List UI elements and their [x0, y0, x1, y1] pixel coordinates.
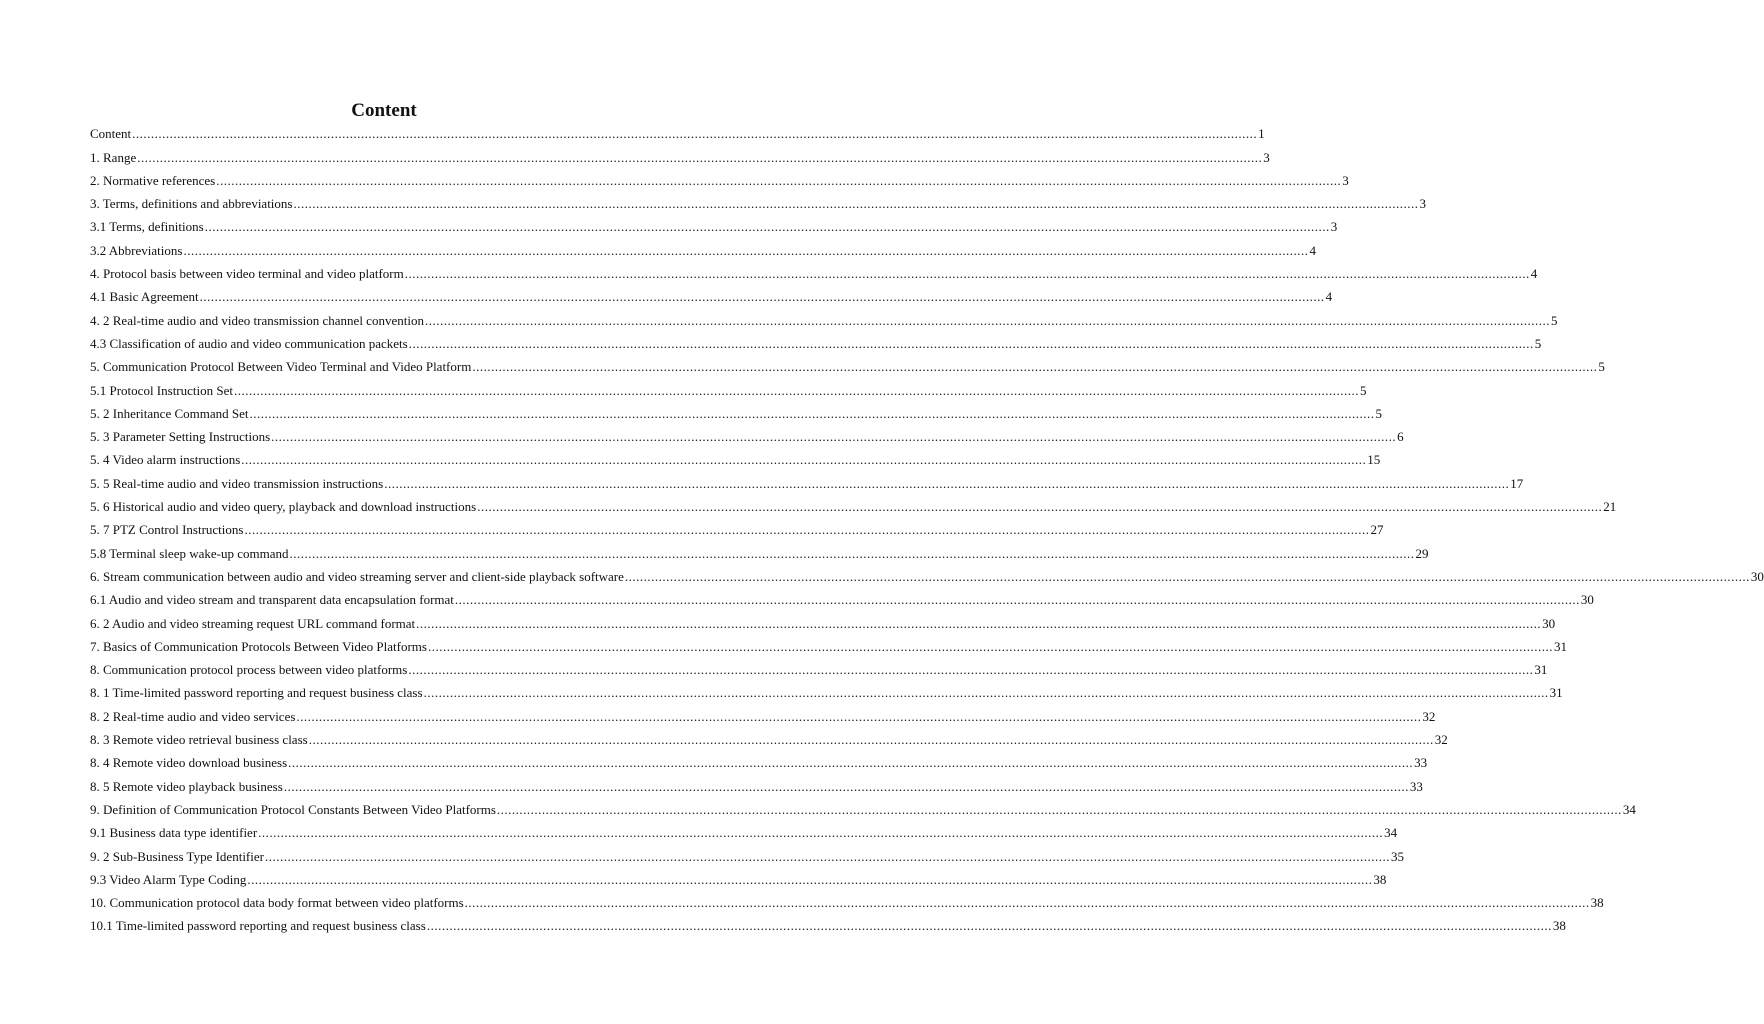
- toc-page-number: 32: [1434, 732, 1448, 748]
- toc-entry-title: 8. 1 Time-limited password reporting and request business class: [90, 685, 423, 701]
- toc-entry[interactable]: [90, 238, 1316, 261]
- toc-page-number: 1: [1258, 126, 1265, 142]
- toc-page-number: 31: [1549, 685, 1563, 701]
- toc-dot-leader: ............................................................................................................................................................................................................................................................................................................: [404, 266, 1530, 282]
- toc-entry-title: 6.1 Audio and video stream and transparent data encapsulation format: [90, 592, 454, 608]
- toc-entry[interactable]: [90, 332, 1542, 355]
- toc-dot-leader: ............................................................................................................................................................................................................................................................................................................: [264, 848, 1390, 864]
- toc-entry[interactable]: [90, 402, 1382, 425]
- toc-entry-title: 5. 7 PTZ Control Instructions: [90, 522, 244, 538]
- toc-page-number: 4: [1325, 289, 1333, 305]
- toc-entry[interactable]: [90, 588, 1594, 611]
- toc-page-number: 31: [1534, 662, 1548, 678]
- toc-entry[interactable]: [90, 844, 1404, 867]
- toc-dot-leader: ............................................................................................................................................................................................................................................................................................................: [624, 568, 1750, 584]
- toc-entry-title: 3. Terms, definitions and abbreviations: [90, 196, 293, 212]
- toc-dot-leader: ............................................................................................................................................................................................................................................................................................................: [183, 242, 1309, 258]
- toc-entry-title: 5. 2 Inheritance Command Set: [90, 405, 249, 421]
- toc-page-number: 33: [1414, 755, 1428, 771]
- toc-dot-leader: ............................................................................................................................................................................................................................................................................................................: [204, 219, 1330, 235]
- toc-dot-leader: ............................................................................................................................................................................................................................................................................................................: [241, 452, 1367, 468]
- toc-page-number: 5: [1550, 312, 1558, 328]
- toc-dot-leader: ............................................................................................................................................................................................................................................................................................................: [408, 335, 1534, 351]
- toc-entry-title: 8. 4 Remote video download business: [90, 755, 288, 771]
- toc-entry-title: 8. 3 Remote video retrieval business class: [90, 732, 308, 748]
- toc-dot-leader: ............................................................................................................................................................................................................................................................................................................: [247, 871, 1373, 887]
- toc-entry[interactable]: [90, 798, 1636, 821]
- toc-entry[interactable]: [90, 308, 1558, 331]
- toc-entry-title: 5.1 Protocol Instruction Set: [90, 382, 233, 398]
- toc-page-number: 29: [1415, 545, 1429, 561]
- toc-entry-title: 8. Communication protocol process between video platforms: [90, 662, 408, 678]
- toc-page-number: 4: [1530, 266, 1538, 282]
- toc-page-number: 30: [1580, 592, 1594, 608]
- toc-page-number: 3: [1263, 149, 1270, 165]
- toc-page-number: 33: [1409, 778, 1423, 794]
- toc-page-number: 3: [1419, 196, 1426, 212]
- toc-dot-leader: ............................................................................................................................................................................................................................................................................................................: [289, 545, 1415, 561]
- toc-entry-title: 4. Protocol basis between video terminal and video platform: [90, 266, 404, 282]
- toc-dot-leader: ............................................................................................................................................................................................................................................................................................................: [199, 289, 1325, 305]
- toc-entry[interactable]: [90, 215, 1338, 238]
- toc-dot-leader: ............................................................................................................................................................................................................................................................................................................: [464, 895, 1590, 911]
- toc-entry[interactable]: [90, 378, 1367, 401]
- toc-entry-title: 9. 2 Sub-Business Type Identifier: [90, 848, 264, 864]
- toc-entry-title: 9.3 Video Alarm Type Coding: [90, 871, 247, 887]
- toc-dot-leader: ............................................................................................................................................................................................................................................................................................................: [283, 778, 1409, 794]
- toc-entry-title: 8. 5 Remote video playback business: [90, 778, 283, 794]
- toc-dot-leader: ............................................................................................................................................................................................................................................................................................................: [423, 685, 1549, 701]
- toc-entry[interactable]: [90, 448, 1381, 471]
- toc-entry-title: 4.1 Basic Agreement: [90, 289, 199, 305]
- toc-page-number: 38: [1373, 871, 1387, 887]
- toc-entry[interactable]: [90, 635, 1567, 658]
- toc-entry[interactable]: [90, 169, 1349, 192]
- toc-dot-leader: ............................................................................................................................................................................................................................................................................................................: [293, 196, 1419, 212]
- toc-entry[interactable]: [90, 285, 1333, 308]
- toc-list: [90, 122, 1764, 937]
- toc-page-number: 17: [1510, 475, 1524, 491]
- toc-page-number: 38: [1552, 918, 1566, 934]
- toc-page-number: 5: [1534, 335, 1542, 351]
- toc-dot-leader: ............................................................................................................................................................................................................................................................................................................: [132, 126, 1258, 142]
- toc-page-number: 34: [1384, 825, 1398, 841]
- toc-entry[interactable]: [90, 868, 1387, 891]
- toc-entry[interactable]: [90, 122, 1265, 145]
- toc-entry[interactable]: [90, 565, 1764, 588]
- toc-entry[interactable]: [90, 704, 1436, 727]
- toc-page-number: 3: [1342, 172, 1349, 188]
- toc-dot-leader: ............................................................................................................................................................................................................................................................................................................: [424, 312, 1550, 328]
- toc-dot-leader: ............................................................................................................................................................................................................................................................................................................: [249, 405, 1375, 421]
- toc-dot-leader: ............................................................................................................................................................................................................................................................................................................: [427, 638, 1553, 654]
- toc-page-number: 5: [1598, 359, 1605, 375]
- toc-entry-title: 5. 6 Historical audio and video query, playback and download instructions: [90, 499, 477, 515]
- toc-entry-title: 2. Normative references: [90, 172, 216, 188]
- toc-dot-leader: ............................................................................................................................................................................................................................................................................................................: [234, 382, 1359, 398]
- toc-entry-title: 9.1 Business data type identifier: [90, 825, 258, 841]
- toc-entry-title: 3.2 Abbreviations: [90, 242, 183, 258]
- toc-entry[interactable]: [90, 774, 1423, 797]
- toc-page-number: 6: [1397, 429, 1404, 445]
- toc-entry[interactable]: [90, 145, 1270, 168]
- toc-entry-title: 10. Communication protocol data body format between video platforms: [90, 895, 464, 911]
- toc-entry-title: 8. 2 Real-time audio and video services: [90, 708, 296, 724]
- toc-page-number: 35: [1390, 848, 1404, 864]
- toc-entry[interactable]: [90, 518, 1384, 541]
- toc-dot-leader: ............................................................................................................................................................................................................................................................................................................: [308, 732, 1434, 748]
- toc-page-number: 5: [1375, 405, 1382, 421]
- toc-dot-leader: ............................................................................................................................................................................................................................................................................................................: [477, 499, 1603, 515]
- toc-entry-title: Content: [90, 126, 132, 142]
- toc-entry-title: 6. Stream communication between audio and video streaming server and client-side playback software: [90, 568, 624, 584]
- toc-dot-leader: ............................................................................................................................................................................................................................................................................................................: [454, 592, 1580, 608]
- toc-dot-leader: ............................................................................................................................................................................................................................................................................................................: [416, 615, 1542, 631]
- toc-dot-leader: ............................................................................................................................................................................................................................................................................................................: [288, 755, 1414, 771]
- toc-page-number: 32: [1422, 708, 1436, 724]
- toc-dot-leader: ............................................................................................................................................................................................................................................................................................................: [137, 149, 1263, 165]
- toc-entry[interactable]: [90, 541, 1429, 564]
- toc-entry[interactable]: [90, 262, 1538, 285]
- toc-entry[interactable]: [90, 658, 1548, 681]
- toc-entry[interactable]: [90, 192, 1426, 215]
- toc-entry[interactable]: [90, 471, 1524, 494]
- toc-page-number: 30: [1750, 568, 1764, 584]
- toc-entry-title: 6. 2 Audio and video streaming request URL command format: [90, 615, 416, 631]
- toc-entry[interactable]: [90, 681, 1563, 704]
- toc-entry[interactable]: [90, 355, 1605, 378]
- toc-dot-leader: ............................................................................................................................................................................................................................................................................................................: [384, 475, 1510, 491]
- toc-entry-title: 5.8 Terminal sleep wake-up command: [90, 545, 289, 561]
- toc-dot-leader: ............................................................................................................................................................................................................................................................................................................: [296, 708, 1422, 724]
- toc-dot-leader: ............................................................................................................................................................................................................................................................................................................: [271, 429, 1397, 445]
- toc-entry[interactable]: [90, 425, 1404, 448]
- toc-page-number: 21: [1603, 499, 1617, 515]
- toc-entry[interactable]: [90, 914, 1566, 937]
- toc-entry[interactable]: [90, 728, 1448, 751]
- toc-entry-title: 5. 3 Parameter Setting Instructions: [90, 429, 271, 445]
- toc-entry[interactable]: [90, 495, 1617, 518]
- toc-page-number: 5: [1360, 382, 1367, 398]
- toc-entry[interactable]: [90, 751, 1428, 774]
- toc-page-number: 27: [1370, 522, 1384, 538]
- toc-page-number: 3: [1330, 219, 1338, 235]
- toc-dot-leader: ............................................................................................................................................................................................................................................................................................................: [472, 359, 1598, 375]
- toc-entry-title: 5. 5 Real-time audio and video transmission instructions: [90, 475, 384, 491]
- toc-dot-leader: ............................................................................................................................................................................................................................................................................................................: [496, 801, 1622, 817]
- toc-entry[interactable]: [90, 611, 1556, 634]
- page-title: Content: [351, 100, 417, 121]
- toc-page-number: 15: [1367, 452, 1381, 468]
- toc-page-number: 34: [1622, 801, 1636, 817]
- toc-entry-title: 5. Communication Protocol Between Video Terminal and Video Platform: [90, 359, 472, 375]
- toc-dot-leader: ............................................................................................................................................................................................................................................................................................................: [258, 825, 1384, 841]
- toc-page-number: 38: [1590, 895, 1604, 911]
- toc-dot-leader: ............................................................................................................................................................................................................................................................................................................: [426, 918, 1552, 934]
- toc-entry[interactable]: [90, 891, 1604, 914]
- toc-entry-title: 4. 2 Real-time audio and video transmission channel convention: [90, 312, 424, 328]
- toc-page-number: 4: [1309, 242, 1316, 258]
- toc-dot-leader: ............................................................................................................................................................................................................................................................................................................: [216, 172, 1342, 188]
- toc-entry-title: 7. Basics of Communication Protocols Between Video Platforms: [90, 638, 427, 654]
- toc-entry-title: 4.3 Classification of audio and video communication packets: [90, 335, 408, 351]
- toc-entry[interactable]: [90, 821, 1398, 844]
- toc-page-number: 31: [1553, 638, 1567, 654]
- toc-entry-title: 9. Definition of Communication Protocol Constants Between Video Platforms: [90, 801, 496, 817]
- toc-dot-leader: ............................................................................................................................................................................................................................................................................................................: [408, 662, 1534, 678]
- toc-entry-title: 5. 4 Video alarm instructions: [90, 452, 241, 468]
- toc-entry-title: 10.1 Time-limited password reporting and request business class: [90, 918, 426, 934]
- toc-page-number: 30: [1542, 615, 1556, 631]
- toc-entry-title: 3.1 Terms, definitions: [90, 219, 204, 235]
- toc-entry-title: 1. Range: [90, 149, 137, 165]
- toc-dot-leader: ............................................................................................................................................................................................................................................................................................................: [244, 522, 1370, 538]
